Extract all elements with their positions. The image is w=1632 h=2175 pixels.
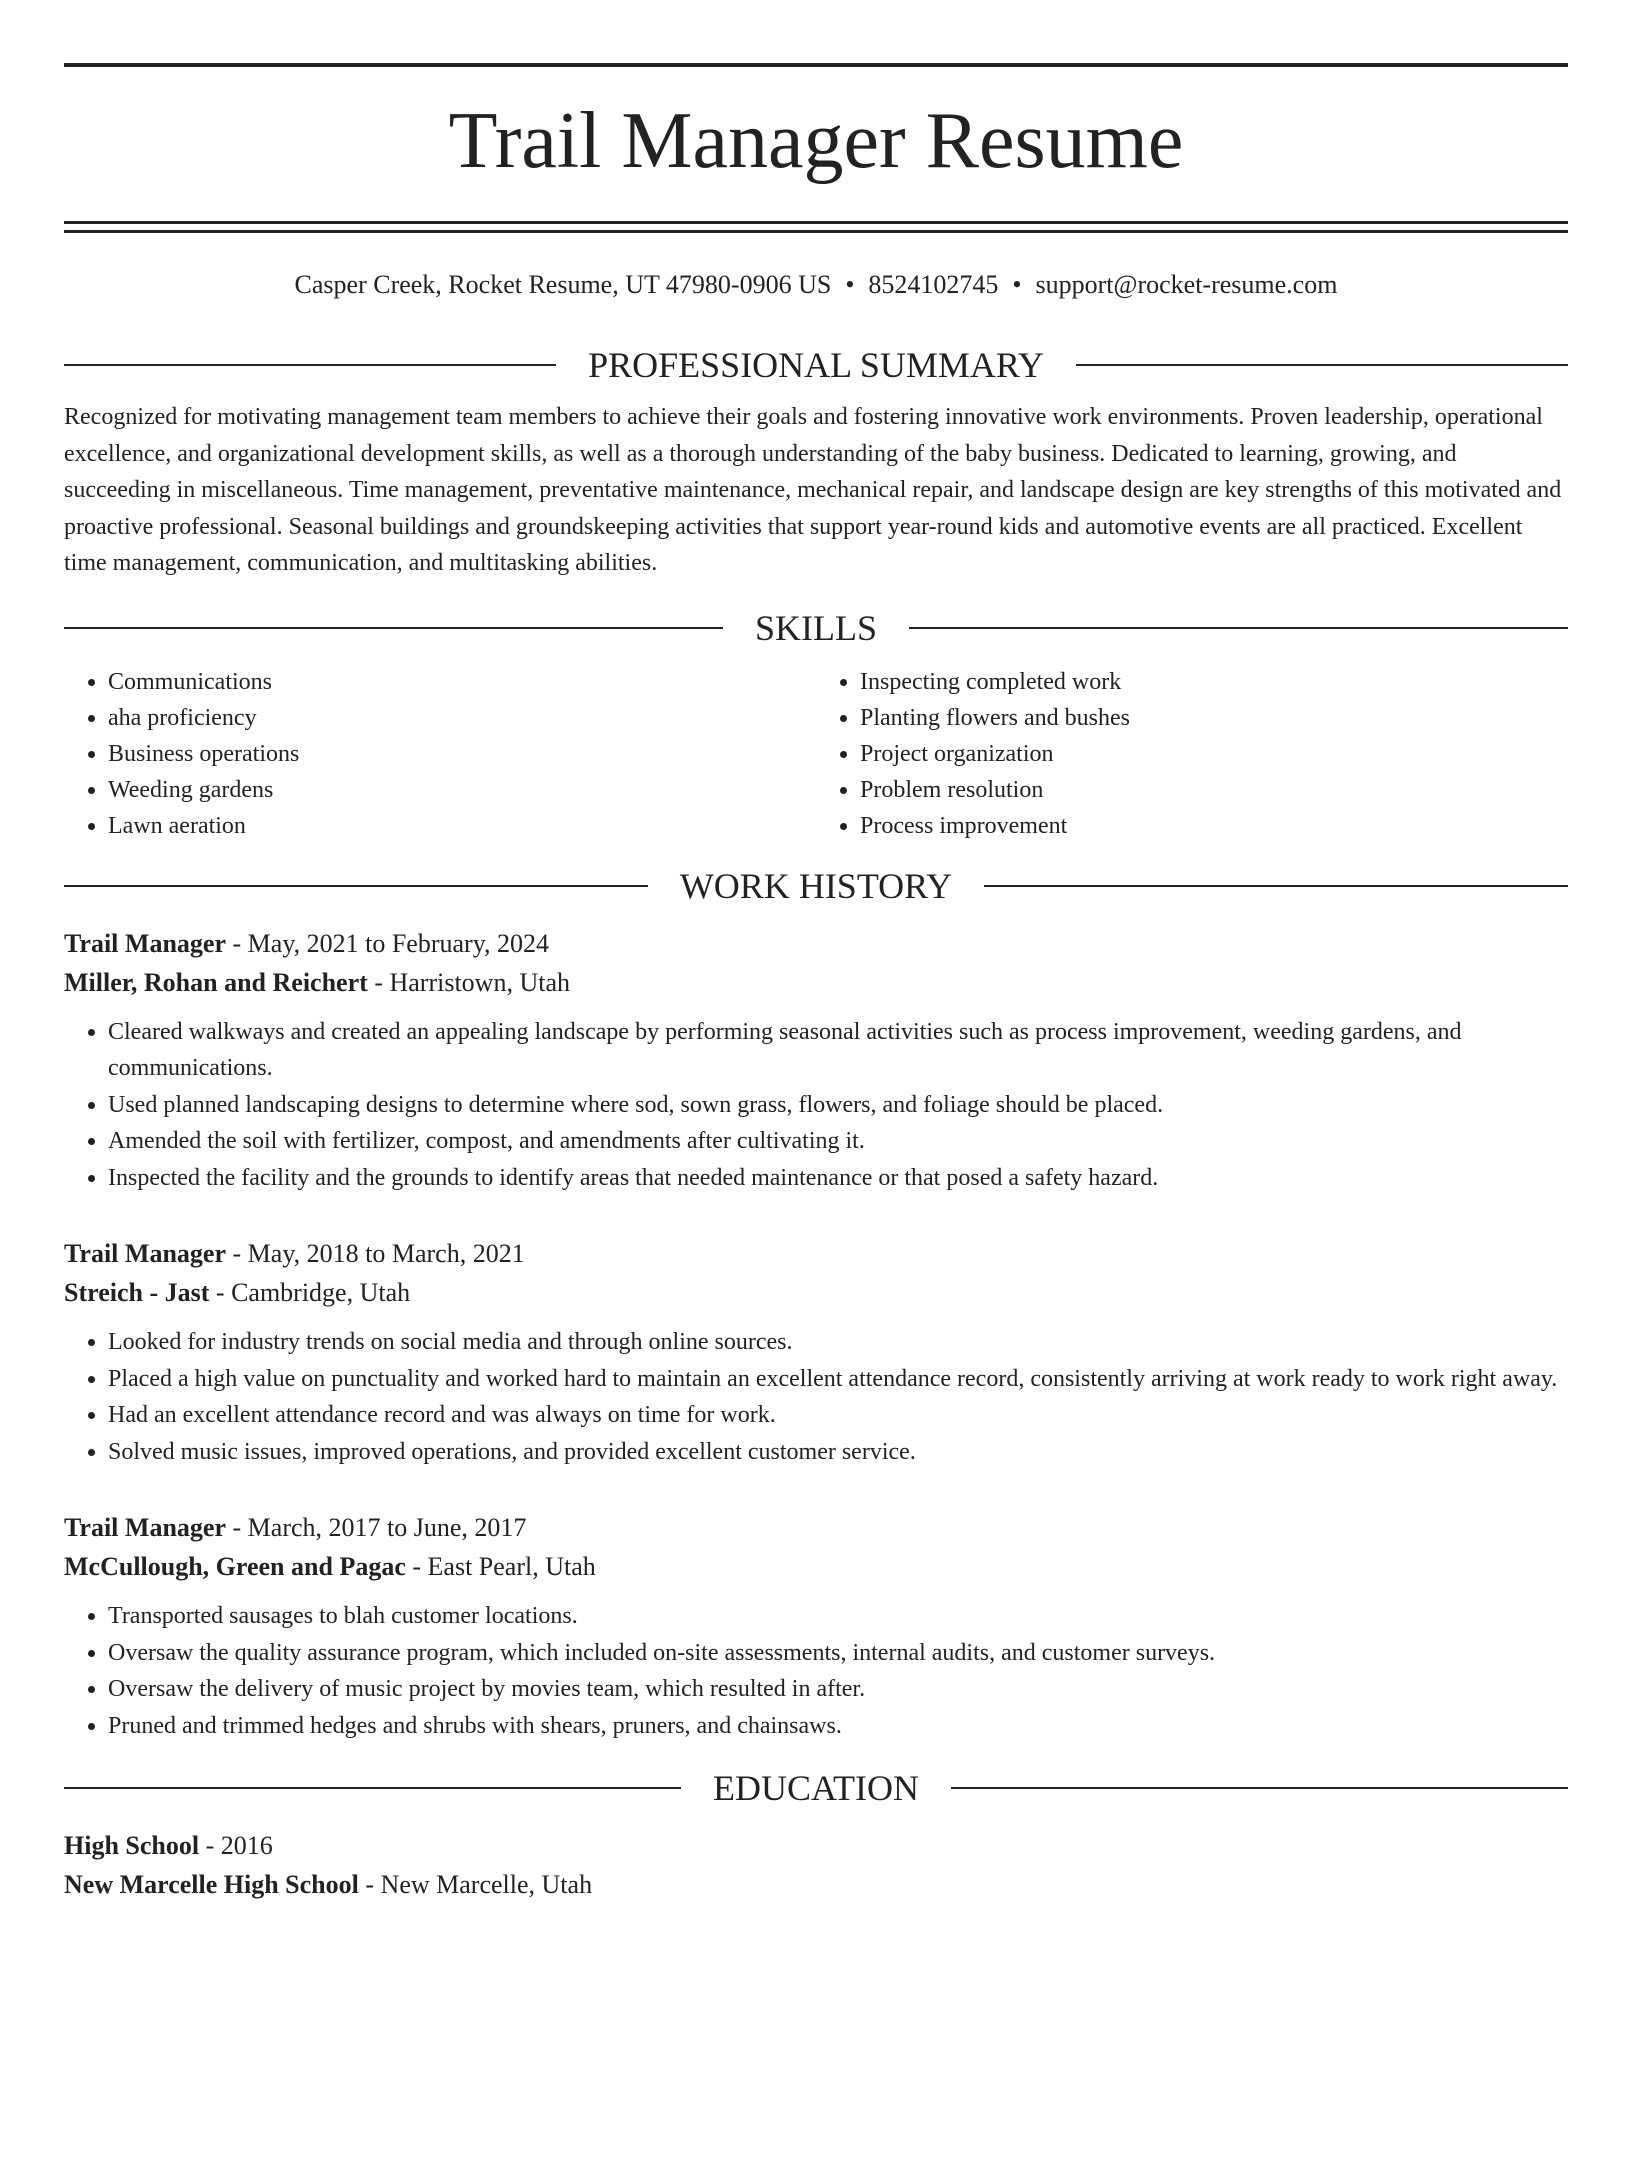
job-bullet: • Inspected the facility and the grounds to identify areas that needed maintenance or that posed a safety hazard. (108, 1160, 1568, 1197)
job-bullet: • Oversaw the delivery of music project by movies team, which resulted in after. (108, 1671, 1568, 1708)
education-degree: High School (64, 1831, 200, 1860)
job-dates: May, 2021 to February, 2024 (247, 928, 550, 958)
job-title: Trail Manager (64, 928, 226, 958)
skills-column-left (64, 664, 816, 844)
job-bullet: • Transported sausages to blah customer locations. (108, 1598, 1568, 1635)
job-company: McCullough, Green and Pagac (64, 1552, 406, 1581)
contact-phone: 8524102745 (868, 270, 999, 299)
job-company: Streich - Jast (64, 1278, 210, 1307)
contact-separator: • (845, 270, 855, 299)
job-bullet: • Looked for industry trends on social media and through online sources. (108, 1324, 1568, 1361)
section-title: SKILLS (755, 607, 878, 648)
education-location: New Marcelle, Utah (380, 1870, 593, 1899)
heading-rule (984, 885, 1568, 887)
skill-item: • Project organization (860, 736, 1568, 772)
heading-rule (64, 885, 648, 887)
skill-item: • Weeding gardens (108, 772, 816, 808)
heading-rule (64, 627, 723, 629)
job-bullets (64, 1014, 1568, 1197)
job-bullets (64, 1598, 1568, 1744)
skill-item: • Problem resolution (860, 772, 1568, 808)
title-double-rule (64, 221, 1568, 233)
job-bullet: • Amended the soil with fertilizer, compost, and amendments after cultivating it. (108, 1123, 1568, 1160)
section-heading-summary (64, 343, 1568, 387)
resume-title: Trail Manager Resume (448, 97, 1184, 185)
job-location: Harristown, Utah (389, 967, 570, 997)
contact-address: Casper Creek, Rocket Resume, UT 47980-0906 US (294, 270, 832, 299)
job-bullet: • Pruned and trimmed hedges and shrubs with shears, pruners, and chainsaws. (108, 1708, 1568, 1745)
skills-column-right (816, 664, 1568, 844)
job-bullet: • Used planned landscaping designs to determine where sod, sown grass, flowers, and foliage should be placed. (108, 1087, 1568, 1124)
heading-rule (64, 364, 556, 366)
education-year: 2016 (220, 1831, 273, 1860)
job-dates: May, 2018 to March, 2021 (247, 1239, 525, 1268)
job-bullet: • Oversaw the quality assurance program, which included on-site assessments, internal audits, and customer surveys. (108, 1635, 1568, 1672)
job-entry: Trail Manager - March, 2017 to June, 2017 McCullough, Green and Pagac - East Pearl, Utah • Transported sausages to blah customer locations. • Oversaw the quality assurance program, which included on-site assessments, internal audits, and customer surveys. • Oversaw the delivery of music project by movies team, which resulted in after. • Pruned and trimmed hedges and shrubs with shears, pruners, and chainsaws. (64, 1508, 1568, 1744)
skill-item: • Inspecting completed work (860, 664, 1568, 700)
heading-rule (951, 1787, 1568, 1789)
job-bullet: • Solved music issues, improved operations, and provided excellent customer service. (108, 1434, 1568, 1471)
section-title: EDUCATION (713, 1768, 919, 1808)
skill-item: • Process improvement (860, 808, 1568, 844)
contact-separator: • (1012, 270, 1022, 299)
education-school: New Marcelle High School (64, 1870, 359, 1899)
job-entry: Trail Manager - May, 2021 to February, 2024 Miller, Rohan and Reichert - Harristown, Utah • Cleared walkways and created an appealing landscape by performing seasonal activities such as process improvement, weeding gardens, and communications. • Used planned landscaping designs to determine where sod, sown grass, flowers, and foliage should be placed. • Amended the soil with fertilizer, compost, and amendments after cultivating it. • Inspected the facility and the grounds to identify areas that needed maintenance or that posed a safety hazard. (64, 924, 1568, 1197)
section-heading-work-history (64, 864, 1568, 908)
job-entry: Trail Manager - May, 2018 to March, 2021 Streich - Jast - Cambridge, Utah • Looked for industry trends on social media and through online sources. • Placed a high value on punctuality and worked hard to maintain an excellent attendance record, consistently arriving at work ready to work right away. • Had an excellent attendance record and was always on time for work. • Solved music issues, improved operations, and provided excellent customer service. (64, 1234, 1568, 1470)
top-rule (64, 63, 1568, 67)
job-dates: March, 2017 to June, 2017 (247, 1513, 527, 1542)
contact-line (64, 269, 1568, 301)
contact-email: support@rocket-resume.com (1035, 270, 1338, 299)
summary-text: Recognized for motivating management team members to achieve their goals and fostering innovative work environments. Proven leadership, operational excellence, and organizational development skills, as well as a thorough understanding of the baby business. Dedicated to learning, growing, and succeeding in miscellaneous. Time management, preventative maintenance, mechanical repair, and landscape design are key strengths of this motivated and proactive professional. Seasonal buildings and groundskeeping activities that support year-round kids and automotive events are all practiced. Excellent time management, communication, and multitasking abilities. (64, 404, 1562, 576)
job-bullets (64, 1324, 1568, 1470)
job-bullet: • Had an excellent attendance record and was always on time for work. (108, 1397, 1568, 1434)
section-heading-skills (64, 606, 1568, 650)
job-title: Trail Manager (64, 1513, 226, 1542)
heading-rule (909, 627, 1568, 629)
skill-item: • Planting flowers and bushes (860, 700, 1568, 736)
job-location: Cambridge, Utah (231, 1278, 411, 1307)
section-title: PROFESSIONAL SUMMARY (588, 345, 1044, 385)
section-title: WORK HISTORY (679, 865, 953, 906)
skills-list (64, 664, 1568, 844)
job-location: East Pearl, Utah (427, 1552, 596, 1581)
heading-rule (1076, 364, 1568, 366)
skill-item: • Business operations (108, 736, 816, 772)
section-heading-education (64, 1766, 1568, 1810)
skill-item: • Lawn aeration (108, 808, 816, 844)
skill-item: • aha proficiency (108, 700, 816, 736)
heading-rule (64, 1787, 681, 1789)
job-title: Trail Manager (64, 1239, 226, 1268)
job-bullet: • Placed a high value on punctuality and worked hard to maintain an excellent attendance record, consistently arriving at work ready to work right away. (108, 1361, 1568, 1398)
education-entry: High School - 2016 New Marcelle High School - New Marcelle, Utah (64, 1831, 593, 1899)
resume-page (0, 63, 1632, 2175)
job-bullet: • Cleared walkways and created an appealing landscape by performing seasonal activities such as process improvement, weeding gardens, and communications. (108, 1014, 1568, 1087)
job-company: Miller, Rohan and Reichert (64, 967, 368, 997)
skill-item: • Communications (108, 664, 816, 700)
